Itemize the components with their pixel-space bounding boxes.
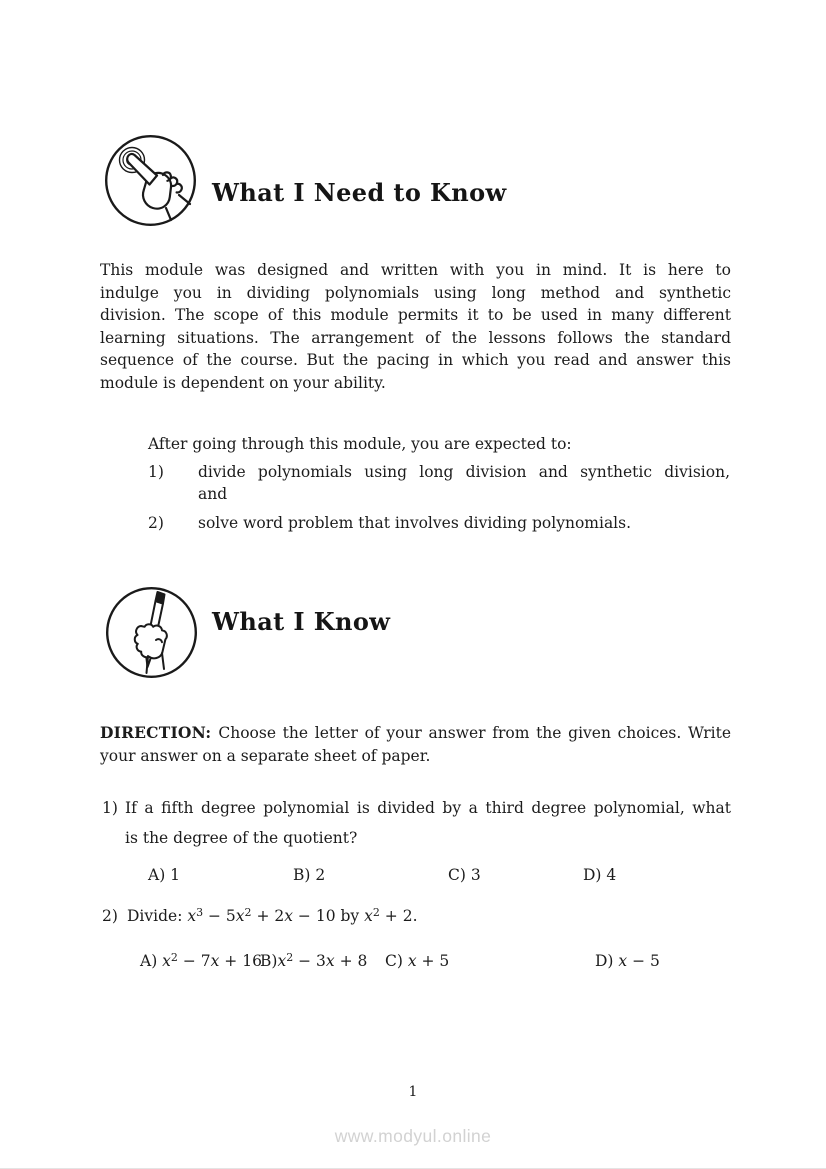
math-expression: $x^3 - 5x^2 + 2x - 10$ (187, 906, 336, 925)
question-2-choices (100, 950, 780, 976)
math-expression: $x^2 + 2$ (364, 906, 413, 925)
objectives-lead: After going through this module, you are expected to: (148, 435, 572, 453)
objective-item (148, 461, 730, 506)
paragraph-line: This module was designed and written with you in mind. It is here to (100, 261, 731, 279)
paragraph-line: indulge you in dividing polynomials using long method and synthetic (100, 283, 731, 302)
choice-c: C) 3 (448, 866, 481, 884)
question-text: If a fifth degree polynomial is divided by a third degree polynomial, what is the degree of the quotient? (125, 799, 731, 847)
question-2 (102, 903, 731, 929)
direction-line: your answer on a separate sheet of paper. (100, 746, 431, 765)
objective-text: solve word problem that involves dividing polynomials. (198, 513, 632, 532)
choice-d: D) 4 (583, 866, 617, 884)
math-expression: x + 5 (407, 952, 450, 970)
choice-c: C) x + 5 (385, 952, 450, 970)
choice-a: A) $x^2 - 7x + 16$ (140, 951, 262, 970)
direction-label: DIRECTION: (100, 723, 212, 742)
hand-holding-pencil-icon (104, 585, 199, 680)
section-title-what-i-need-to-know: What I Need to Know (212, 178, 507, 207)
question-number: 2) (102, 907, 118, 925)
page-number: 1 (408, 1084, 418, 1100)
intro-paragraph (100, 259, 731, 394)
objectives-block (148, 433, 730, 540)
tap-hand-icon (103, 133, 198, 228)
choice-d: D) x − 5 (595, 952, 660, 970)
math-expression: $x^2 - 3x + 8$ (277, 951, 368, 970)
math-expression: x − 5 (618, 952, 660, 970)
question-1-choices (100, 864, 780, 890)
paragraph-line: division. The scope of this module permits it to be used in many different (100, 306, 731, 324)
question-number: 1) (102, 799, 118, 817)
math-expression: $x^2 - 7x + 16$ (162, 951, 262, 970)
direction-paragraph (100, 722, 731, 767)
paragraph-line: learning situations. The arrangement of the lessons follows the standard (100, 328, 731, 347)
watermark-url: www.modyul.online (334, 1126, 492, 1146)
choice-b: $B)x^2 - 3x + 8$ (260, 951, 368, 970)
objective-item (148, 512, 730, 535)
choice-b: B) 2 (293, 866, 326, 884)
objective-number: 1) (148, 462, 164, 481)
question-text: Divide: $x^3 - 5x^2 + 2x - 10$ by $x^2 + 2$. (127, 906, 418, 925)
section-title-what-i-know: What I Know (212, 607, 391, 636)
question-1 (102, 793, 731, 853)
objective-text: divide polynomials using long division and synthetic division, and (198, 462, 730, 503)
paragraph-line: module is dependent on your ability. (100, 373, 386, 392)
choice-a: A) 1 (148, 866, 181, 884)
paragraph-line: sequence of the course. But the pacing in which you read and answer this (100, 351, 731, 369)
objective-number: 2) (148, 513, 164, 532)
direction-line: DIRECTION: Choose the letter of your answer from the given choices. Write (100, 723, 731, 742)
